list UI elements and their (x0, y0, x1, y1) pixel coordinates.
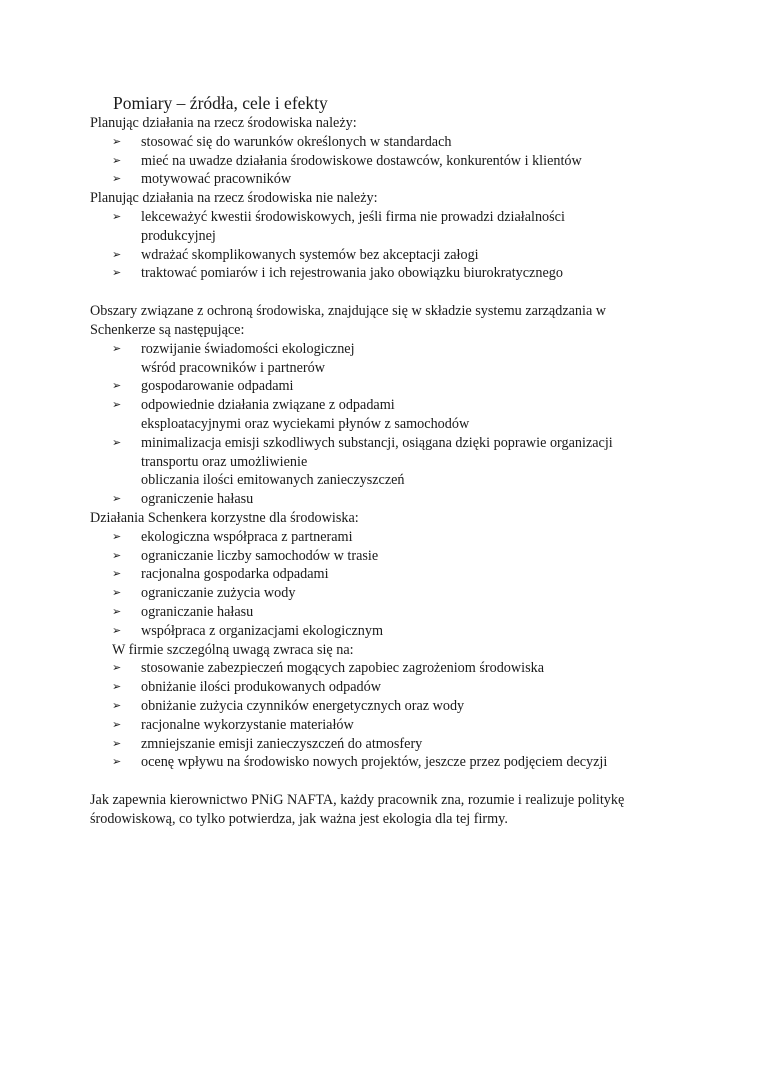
arrow-bullet-icon: ➢ (112, 698, 122, 712)
list-item: ➢ zmniejszanie emisji zanieczyszczeń do atmosfery (112, 735, 423, 752)
list-item: ➢ racjonalna gospodarka odpadami (112, 566, 329, 583)
paragraph-gap (90, 772, 680, 791)
section2-list (90, 208, 680, 283)
list-item: ➢ gospodarowanie odpadami (112, 378, 294, 395)
section4-list (90, 528, 680, 641)
list-item: ➢ ocenę wpływu na środowisko nowych projektów, jeszcze przez podjęciem decyzji (112, 754, 608, 771)
arrow-bullet-icon: ➢ (112, 266, 122, 280)
list-item: ➢ ograniczenie hałasu (112, 491, 254, 508)
page-title: Pomiary – źródła, cele i efekty (113, 93, 328, 113)
arrow-bullet-icon: ➢ (112, 435, 122, 449)
arrow-bullet-icon: ➢ (112, 529, 122, 543)
arrow-bullet-icon: ➢ (112, 341, 122, 355)
arrow-bullet-icon: ➢ (112, 379, 122, 393)
arrow-bullet-icon: ➢ (112, 567, 122, 581)
arrow-bullet-icon: ➢ (112, 604, 122, 618)
arrow-bullet-icon: ➢ (112, 661, 122, 675)
list-item: ➢ współpraca z organizacjami ekologicznym (112, 622, 384, 639)
section4-lead: Działania Schenkera korzystne dla środowiska: (90, 509, 359, 526)
arrow-bullet-icon: ➢ (112, 755, 122, 769)
section1-list (90, 133, 680, 189)
list-item: ➢ wdrażać skomplikowanych systemów bez akceptacji załogi (112, 246, 479, 263)
list-item: ➢ motywować pracowników (112, 171, 292, 188)
arrow-bullet-icon: ➢ (112, 736, 122, 750)
list-item: ➢ lekceważyć kwestii środowiskowych, jeśli firma nie prowadzi działalności produkcyjnej (112, 208, 565, 244)
arrow-bullet-icon: ➢ (112, 623, 122, 637)
list-item: ➢ racjonalne wykorzystanie materiałów (112, 716, 354, 733)
list-item: ➢ ograniczanie zużycia wody (112, 585, 296, 602)
list-item: ➢ obniżanie zużycia czynników energetycznych oraz wody (112, 697, 465, 714)
list-item: ➢ rozwijanie świadomości ekologicznej wśród pracowników i partnerów (112, 340, 355, 376)
list-item: ➢ odpowiednie działania związane z odpadami eksploatacyjnymi oraz wyciekami płynów z samochodów (112, 397, 470, 432)
arrow-bullet-icon: ➢ (112, 586, 122, 600)
arrow-bullet-icon: ➢ (112, 680, 122, 694)
section2-lead: Planując działania na rzecz środowiska nie należy: (90, 190, 378, 207)
list-item: ➢ minimalizacja emisji szkodliwych substancji, osiągana dzięki poprawie organizacji transportu oraz umożliwienie obliczania ilości emitowanych zanieczyszczeń (112, 434, 613, 489)
list-item: ➢ stosowanie zabezpieczeń mogących zapobiec zagrożeniom środowiska (112, 660, 544, 677)
arrow-bullet-icon: ➢ (112, 153, 122, 167)
arrow-bullet-icon: ➢ (112, 209, 122, 223)
list-item: ➢ obniżanie ilości produkowanych odpadów (112, 679, 381, 696)
arrow-bullet-icon: ➢ (112, 172, 122, 186)
section5-lead: W firmie szczególną uwagą zwraca się na: (112, 641, 354, 658)
closing-paragraph: Jak zapewnia kierownictwo PNiG NAFTA, każdy pracownik zna, rozumie i realizuje politykę środowiskową, co tylko potwierdza, jak ważna jest ekologia dla tej firmy. (90, 792, 625, 827)
arrow-bullet-icon: ➢ (112, 134, 122, 148)
list-item: ➢ stosować się do warunków określonych w standardach (112, 133, 452, 150)
arrow-bullet-icon: ➢ (112, 492, 122, 506)
document-body (90, 92, 680, 829)
arrow-bullet-icon: ➢ (112, 247, 122, 261)
list-item: ➢ ekologiczna współpraca z partnerami (112, 528, 353, 545)
arrow-bullet-icon: ➢ (112, 717, 122, 731)
list-item: ➢ ograniczanie liczby samochodów w trasie (112, 547, 379, 564)
paragraph-gap (90, 283, 680, 302)
list-item: ➢ traktować pomiarów i ich rejestrowania jako obowiązku biurokratycznego (112, 265, 563, 282)
arrow-bullet-icon: ➢ (112, 398, 122, 412)
section3-list (90, 340, 680, 509)
list-item: ➢ ograniczanie hałasu (112, 603, 254, 620)
section1-lead: Planując działania na rzecz środowiska należy: (90, 115, 357, 131)
arrow-bullet-icon: ➢ (112, 548, 122, 562)
list-item: ➢ mieć na uwadze działania środowiskowe dostawców, konkurentów i klientów (112, 152, 582, 169)
section3-lead: Obszary związane z ochroną środowiska, znajdujące się w składzie systemu zarządzania w Schenkerze są następujące: (90, 303, 607, 338)
section5-list (90, 659, 680, 772)
